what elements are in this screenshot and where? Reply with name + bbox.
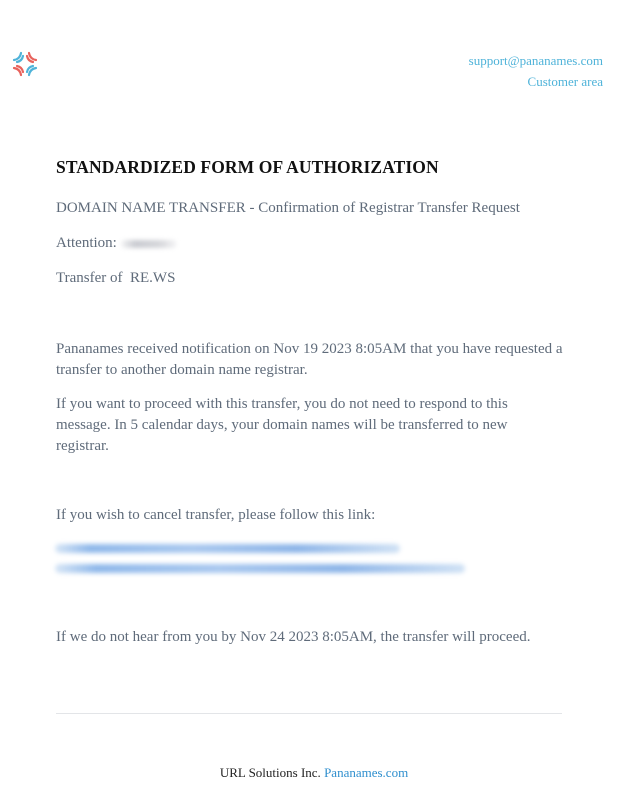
footer-divider (56, 713, 562, 714)
support-email-link[interactable]: support@pananames.com (468, 53, 603, 68)
email-title: STANDARDIZED FORM OF AUTHORIZATION (56, 157, 439, 177)
footer-company: URL Solutions Inc. (219, 765, 321, 780)
header-links (469, 50, 603, 92)
customer-area-link[interactable]: Customer area (527, 74, 603, 89)
footer (0, 765, 628, 781)
attention-line (56, 233, 177, 254)
footer-pananames-link[interactable]: Pananames.com (324, 765, 409, 780)
redacted-cancel-link-continued[interactable] (55, 564, 465, 573)
pananames-logo-icon (12, 51, 38, 77)
transfer-domain-line: Transfer of RE.WS (56, 270, 176, 286)
redacted-cancel-link[interactable] (55, 544, 400, 553)
email-subtitle: DOMAIN NAME TRANSFER - Confirmation of Registrar Transfer Request (56, 200, 520, 216)
proceed-paragraph: If you want to proceed with this transfer, you do not need to respond to this message. In 5 calendar days, your domain names will be transferred to new registrar. (56, 396, 508, 454)
notification-paragraph: Pananames received notification on Nov 19 2023 8:05AM that you have requested a transfer to another domain name registrar. (56, 341, 563, 378)
attention-label: Attention: (56, 235, 117, 251)
redacted-recipient-name (121, 240, 177, 248)
cancel-instruction: If you wish to cancel transfer, please follow this link: (56, 507, 376, 523)
final-notice: If we do not hear from you by Nov 24 2023 8:05AM, the transfer will proceed. (56, 629, 531, 645)
